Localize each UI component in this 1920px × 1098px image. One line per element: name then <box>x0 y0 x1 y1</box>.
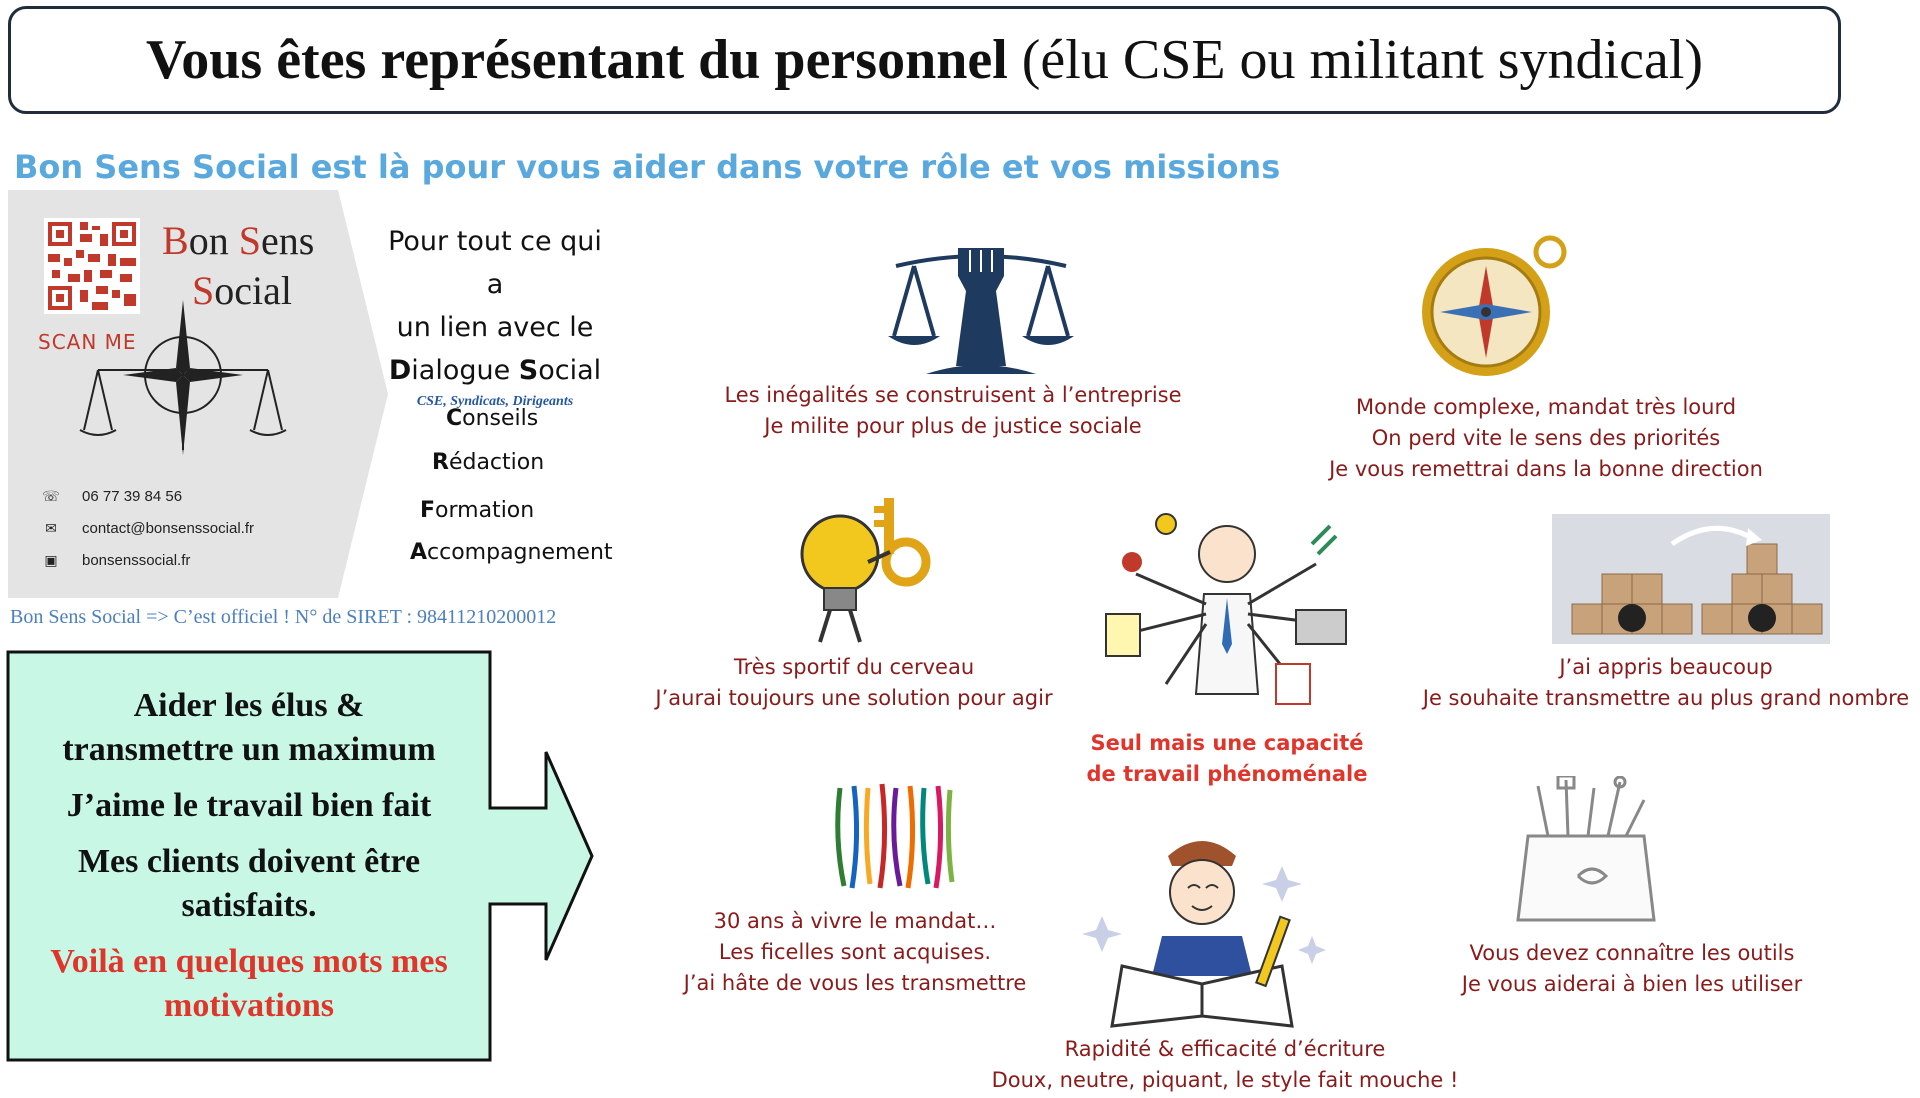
caption-justice: Les inégalités se construisent à l’entreprise Je milite pour plus de justice sociale <box>724 383 1182 438</box>
lightbulb-key-icon <box>798 492 934 648</box>
justice-scale-fist-icon <box>886 236 1076 376</box>
service-accompagnement: Accompagnement <box>410 540 613 565</box>
caption-worker: Seul mais une capacité de travail phénoménale <box>1086 731 1368 786</box>
compass-icon <box>1418 230 1578 380</box>
knowledge-blocks-icon <box>1552 514 1830 644</box>
business-card <box>8 190 388 598</box>
contact-list <box>42 480 254 576</box>
toolbox-icon <box>1508 776 1664 926</box>
compass-scale-logo-icon <box>78 290 288 465</box>
motivation-text: Aider les élus & transmettre un maximum J’aime le travail bien fait Mes clients doivent être satisfaits. Voilà en quelques mots mes motivations <box>50 687 448 1024</box>
title-bold: Vous êtes représentant du personnel <box>145 29 1008 91</box>
service-conseils: Conseils <box>446 406 539 431</box>
caption-brain: Très sportif du cerveau J’aurai toujours une solution pour agir <box>655 655 1053 710</box>
email-icon: ✉ <box>45 519 57 536</box>
motivation-arrow <box>6 650 596 1062</box>
title-normal: (élu CSE ou militant syndical) <box>1021 29 1704 91</box>
contact-website[interactable]: ▣ bonsenssocial.fr <box>42 544 254 576</box>
caption-strings: 30 ans à vivre le mandat… Les ficelles sont acquises. J’ai hâte de vous les transmettre <box>683 909 1027 995</box>
service-formation: Formation <box>420 498 535 523</box>
dialog-social-text: Pour tout ce qui a un lien avec le Dialogue Social CSE, Syndicats, Dirigeants <box>380 220 610 412</box>
website-icon: ▣ <box>44 551 58 568</box>
caption-compass: Monde complexe, mandat très lourd On perd vite le sens des priorités Je vous remettrai dans la bonne direction <box>1329 395 1763 481</box>
contact-phone[interactable]: ☏ 06 77 39 84 56 <box>42 487 183 505</box>
scan-me-label: SCAN ME <box>38 330 137 354</box>
brand-logo-text: Bon Sens Social <box>162 218 315 313</box>
dialog-audience: CSE, Syndicats, Dirigeants <box>416 394 574 409</box>
caption-tools: Vous devez connaître les outils Je vous aiderai à bien les utiliser <box>1461 941 1803 996</box>
colored-strings-icon <box>830 778 960 894</box>
siret-line: Bon Sens Social => C’est officiel ! N° de SIRET : 98411210200012 <box>10 606 557 628</box>
contact-email[interactable]: ✉ contact@bonsenssocial.fr <box>42 512 254 544</box>
caption-learn: J’ai appris beaucoup Je souhaite transmettre au plus grand nombre <box>1422 655 1910 710</box>
service-redaction: Rédaction <box>432 450 545 475</box>
subtitle: Bon Sens Social est là pour vous aider dans votre rôle et vos missions <box>14 148 1281 186</box>
multitasking-worker-icon <box>1096 494 1358 714</box>
writing-person-icon <box>1072 826 1332 1032</box>
phone-icon: ☏ <box>42 487 60 504</box>
title-box <box>8 6 1841 114</box>
caption-writing: Rapidité & efficacité d’écriture Doux, neutre, piquant, le style fait mouche ! <box>991 1037 1459 1092</box>
